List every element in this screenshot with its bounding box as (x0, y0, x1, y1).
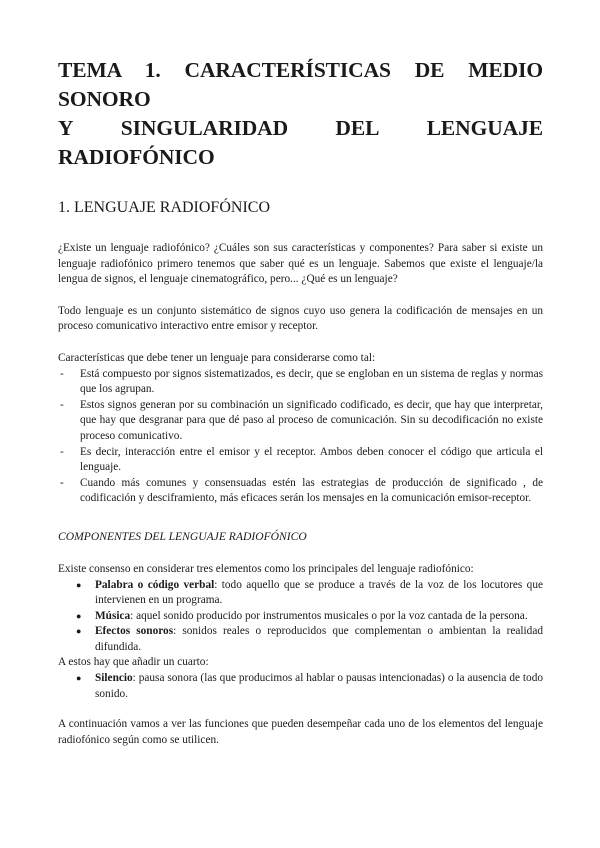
list-item: - Estos signos generan por su combinación un significado codificado, es decir, que hay que interpretar, que hay que desgranar para que dé paso al proceso de comunicación. Sin su decodificación no existe proceso comunicativo. (58, 398, 543, 445)
list-item (58, 624, 543, 655)
component-text: : todo aquello que se produce a través de la voz de los locutores que intervienen en un programa. (95, 578, 543, 607)
list-item (58, 671, 543, 702)
section-heading-lenguaje: 1. LENGUAJE RADIOFÓNICO (58, 199, 270, 216)
paragraph-components-intro: Existe consenso en considerar tres elementos como los principales del lenguaje radiofónico: (58, 562, 474, 575)
section-heading-componentes: COMPONENTES DEL LENGUAJE RADIOFÓNICO (58, 529, 307, 543)
characteristics-list (58, 367, 543, 507)
component-term: Silencio (95, 672, 133, 685)
components-list (58, 578, 543, 656)
page-title (58, 56, 543, 172)
paragraph-fourth-intro: A estos hay que añadir un cuarto: (58, 656, 209, 669)
paragraph-characteristics: Características que debe tener un lenguaje para considerarse como tal: (58, 351, 376, 364)
title-word: LENGUAJE (426, 116, 543, 140)
list-item (58, 578, 543, 609)
paragraph-definition: Todo lenguaje es un conjunto sistemático de signos cuyo uso genera la codificación de mensajes en un proceso comunicativo interactivo entre emisor y receptor. (58, 304, 543, 333)
component-term: Música (95, 609, 131, 622)
paragraph-closing: A continuación vamos a ver las funciones que pueden desempeñar cada uno de los elementos del lenguaje radiofónico según como se utilicen. (58, 718, 543, 746)
component-term: Palabra o código verbal (95, 578, 215, 591)
title-line-2 (58, 114, 543, 143)
title-line-3: RADIOFÓNICO (58, 145, 215, 169)
component-text: : pausa sonora (las que producimos al hablar o pausas intencionadas) o la ausencia de todo sonido. (95, 672, 543, 700)
title-word: Y (58, 116, 74, 140)
component-text: : sonidos reales o reproducidos que complementan o ambientan la realidad difundida. (95, 625, 543, 653)
paragraph-intro: ¿Existe un lenguaje radiofónico? ¿Cuáles son sus características y componentes? Para saber si existe un lenguaje radiofónico primero tenemos que saber qué es un lenguaje. Sabemos que existe el lenguaje/la lengua de signos, el lenguaje cinematográfico, pero... ¿Qué es un lenguaje? (58, 242, 543, 286)
list-item: - Es decir, interacción entre el emisor y el receptor. Ambos deben conocer el código que articula el lenguaje. (58, 445, 543, 476)
list-item (58, 609, 543, 625)
list-item: - Cuando más comunes y consensuadas estén las estrategias de producción de significado , de codificación y desciframiento, más eficaces serán los mensajes en la comunicación emisor-receptor. (58, 476, 543, 507)
document-content (58, 56, 543, 748)
component-term: Efectos sonoros (95, 625, 174, 638)
title-word: SINGULARIDAD (120, 116, 289, 140)
component-text: : aquel sonido producido por instrumentos musicales o por la voz cantada de la persona. (130, 609, 528, 622)
title-line-1: TEMA 1. CARACTERÍSTICAS DE MEDIO SONORO (58, 58, 543, 111)
list-item: - Está compuesto por signos sistematizados, es decir, que se engloban en un sistema de reglas y normas que los agrupan. (58, 367, 543, 398)
fourth-component-list (58, 671, 543, 702)
title-word: DEL (335, 116, 380, 140)
